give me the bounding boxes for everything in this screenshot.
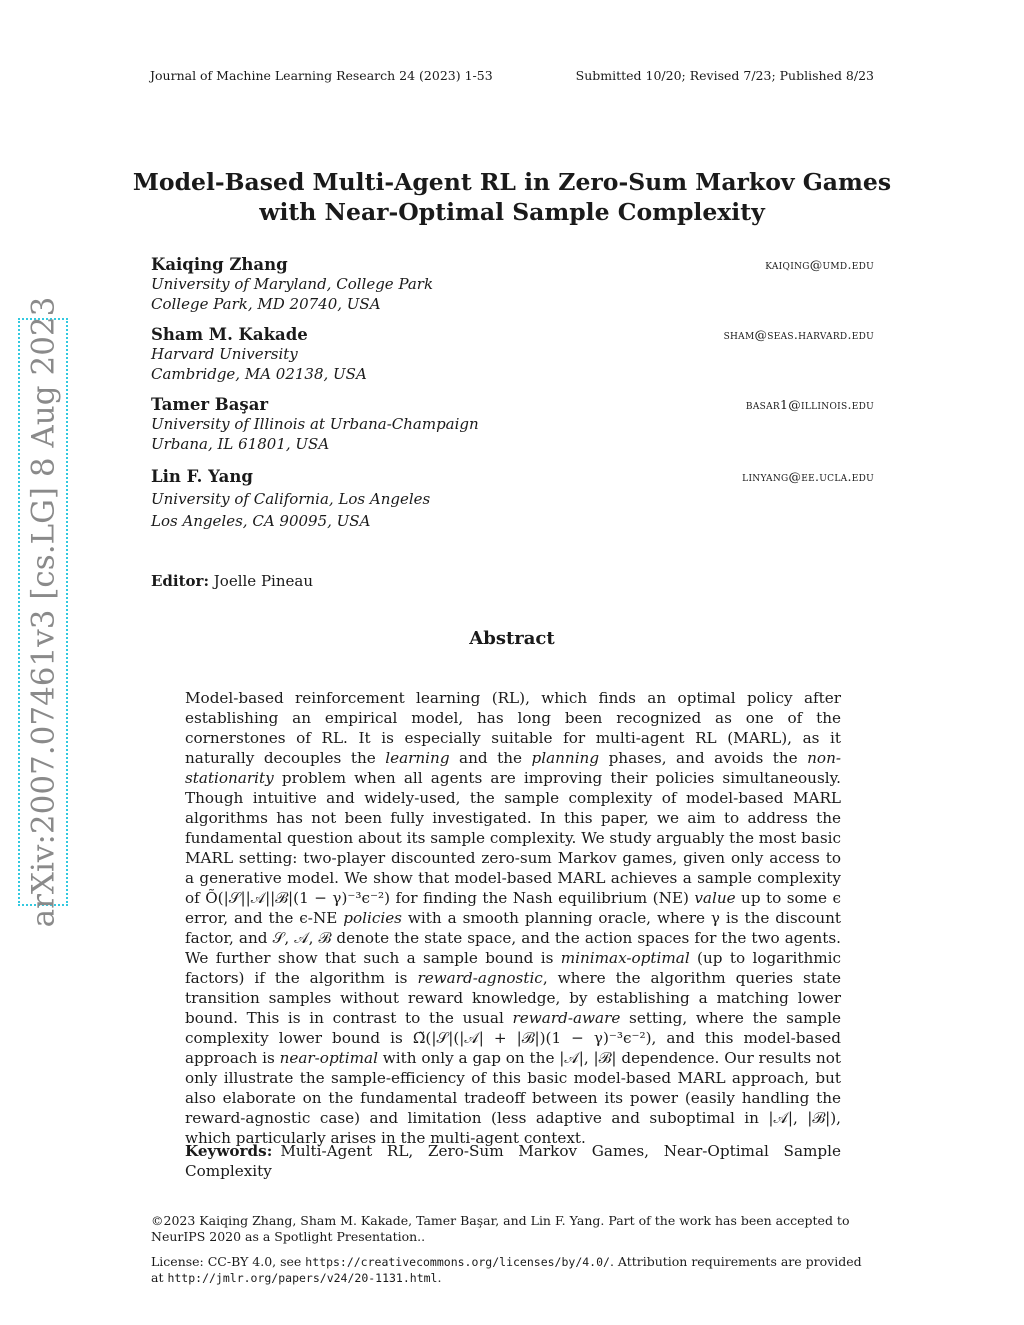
abstract-heading: Abstract [469,628,555,649]
author-address: College Park, MD 20740, USA [151,295,381,313]
author-block [151,467,874,531]
title-line-2: with Near-Optimal Sample Complexity [259,198,765,226]
title-line-1: Model-Based Multi-Agent RL in Zero-Sum Markov Games [132,168,892,196]
abstract-body: Model-based reinforcement learning (RL), which finds an optimal policy after establishing an empirical model, has long been recognized as one of the cornerstones of RL. It is especially suitable for multi-agent RL (MARL), as it naturally decouples the learning and the planning phases, and avoids the non-stationarity problem when all agents are improving their policies simultaneously. Though intuitive and widely-used, the sample complexity of model-based MARL algorithms has not been fully investigated. In this paper, we aim to address the fundamental question about its sample complexity. We study arguably the most basic MARL setting: two-player discounted zero-sum Markov games, given only access to a generative model. We show that model-based MARL achieves a sample complexity of Õ(|𝒮||𝒜||ℬ|(1 − γ)⁻³ϵ⁻²) for finding the Nash equilibrium (NE) value up to some ϵ error, and the ϵ-NE policies with a smooth planning oracle, where γ is the discount factor, and 𝒮, 𝒜, ℬ denote the state space, and the action spaces for the two agents. We further show that such a sample bound is minimax-optimal (up to logarithmic factors) if the algorithm is reward-agnostic, where the algorithm queries state transition samples without reward knowledge, by establishing a matching lower bound. This is in contrast to the usual reward-aware setting, where the sample complexity lower bound is Ω̃(|𝒮|(|𝒜| + |ℬ|)(1 − γ)⁻³ϵ⁻²), and this model-based approach is near-optimal with only a gap on the |𝒜|, |ℬ| dependence. Our results not only illustrate the sample-efficiency of this basic model-based MARL approach, but also elaborate on the fundamental tradeoff between its power (easily handling the reward-agnostic case) and limitation (less adaptive and suboptimal in |𝒜|, |ℬ|), which particularly arises in the multi-agent context. [185,689,842,1147]
keywords-label: Keywords: [185,1142,273,1160]
author-name: Lin F. Yang [151,467,253,486]
author-block [151,395,874,454]
license-notice: License: CC-BY 4.0, see https://creativecommons.org/licenses/by/4.0/. Attribution requirements are provided at http://jmlr.org/papers/v24/20-1131.html. [151,1254,862,1285]
license-link[interactable]: https://creativecommons.org/licenses/by/4.0/ [305,1255,610,1269]
submission-dates: Submitted 10/20; Revised 7/23; Published 8/23 [575,68,874,83]
author-address: Los Angeles, CA 90095, USA [151,512,371,530]
author-block [151,255,874,314]
author-email[interactable]: kaiqing@umd.edu [765,257,874,272]
author-address: Cambridge, MA 02138, USA [151,365,367,383]
author-name: Kaiqing Zhang [151,255,288,274]
paper-title [0,167,1024,227]
arxiv-stamp-text: arXiv:2007.07461v3 [cs.LG] 8 Aug 2023 [25,296,62,928]
author-affiliation: University of Maryland, College Park [151,275,434,293]
paper-link[interactable]: http://jmlr.org/papers/v24/20-1131.html [167,1271,438,1285]
author-email[interactable]: basar1@illinois.edu [745,397,874,412]
author-affiliation: University of California, Los Angeles [151,490,431,508]
author-name: Tamer Başar [151,395,269,414]
editor-label: Editor: [151,572,209,590]
editor-line [151,572,313,590]
author-email[interactable]: sham@seas.harvard.edu [723,327,874,342]
author-address: Urbana, IL 61801, USA [151,435,330,453]
editor-name: Joelle Pineau [213,572,313,590]
copyright-notice: ©2023 Kaiqing Zhang, Sham M. Kakade, Tamer Başar, and Lin F. Yang. Part of the work has been accepted to NeurIPS 2020 as a Spotlight Presentation.. [151,1213,850,1244]
author-affiliation: Harvard University [151,345,298,363]
arxiv-stamp[interactable] [18,296,68,928]
author-name: Sham M. Kakade [151,325,308,344]
journal-header: Journal of Machine Learning Research 24 (2023) 1-53 [150,68,493,83]
keywords-text: Multi-Agent RL, Zero-Sum Markov Games, Near-Optimal Sample Complexity [185,1142,841,1180]
author-affiliation: University of Illinois at Urbana-Champaign [151,415,479,433]
author-block [151,325,874,384]
keywords [185,1141,841,1181]
author-email[interactable]: linyang@ee.ucla.edu [742,469,874,484]
